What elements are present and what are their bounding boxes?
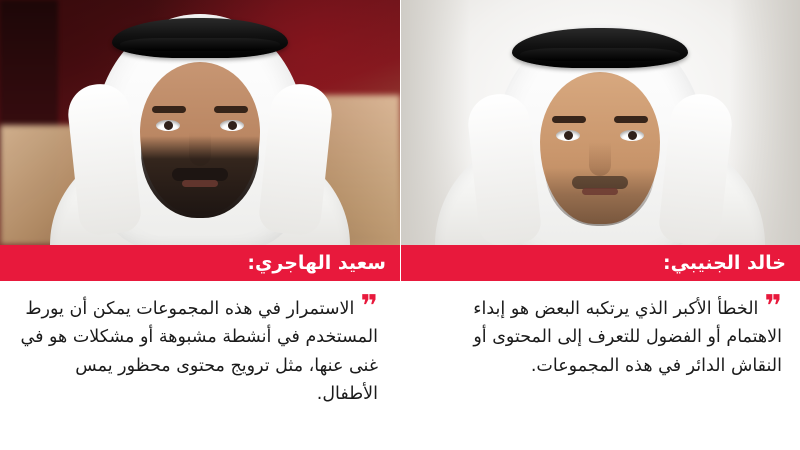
eye-right xyxy=(620,130,644,141)
quote-block-left xyxy=(0,281,400,450)
agal-cord xyxy=(112,18,288,58)
eyebrow-left xyxy=(152,106,186,113)
eyebrow-left xyxy=(552,116,586,123)
person-name: سعيد الهاجري: xyxy=(247,251,386,274)
name-bar-left xyxy=(0,245,400,281)
person-name: خالد الجنيبي: xyxy=(663,251,786,274)
quote-mark-icon: ❞ xyxy=(360,289,378,324)
mouth xyxy=(582,188,618,195)
panel-divider xyxy=(400,0,401,450)
agal-ring xyxy=(520,48,680,61)
panel-right xyxy=(400,0,800,450)
face xyxy=(140,62,260,214)
pupil-right xyxy=(228,121,237,130)
eyebrow-right xyxy=(214,106,248,113)
eye-left xyxy=(156,120,180,131)
portrait-photo-right xyxy=(400,0,800,245)
quote-text: الاستمرار في هذه المجموعات يمكن أن يورط المستخدم في أنشطة مشبوهة أو مشكلات هو في غنى عنها، مثل ترويج محتوى محظور يمس الأطفال. xyxy=(20,299,378,405)
pupil-left xyxy=(164,121,173,130)
pupil-left xyxy=(564,131,573,140)
quote-text-container xyxy=(18,289,378,408)
eye-right xyxy=(220,120,244,131)
face xyxy=(540,72,660,224)
agal-cord xyxy=(512,28,688,68)
agal-ring xyxy=(120,38,280,51)
eyebrow-right xyxy=(614,116,648,123)
name-bar-right xyxy=(400,245,800,281)
portrait-photo-left xyxy=(0,0,400,245)
quote-text: الخطأ الأكبر الذي يرتكبه البعض هو إبداء الاهتمام أو الفضول للتعرف إلى المحتوى أو النقاش الدائر في هذه المجموعات. xyxy=(473,299,782,376)
person-figure-right xyxy=(430,0,770,245)
person-figure-left xyxy=(30,0,370,245)
mouth xyxy=(182,180,218,187)
eye-left xyxy=(556,130,580,141)
quote-block-right xyxy=(400,281,800,450)
quote-text-container xyxy=(418,289,782,380)
pupil-right xyxy=(628,131,637,140)
quote-mark-icon: ❞ xyxy=(764,289,782,324)
